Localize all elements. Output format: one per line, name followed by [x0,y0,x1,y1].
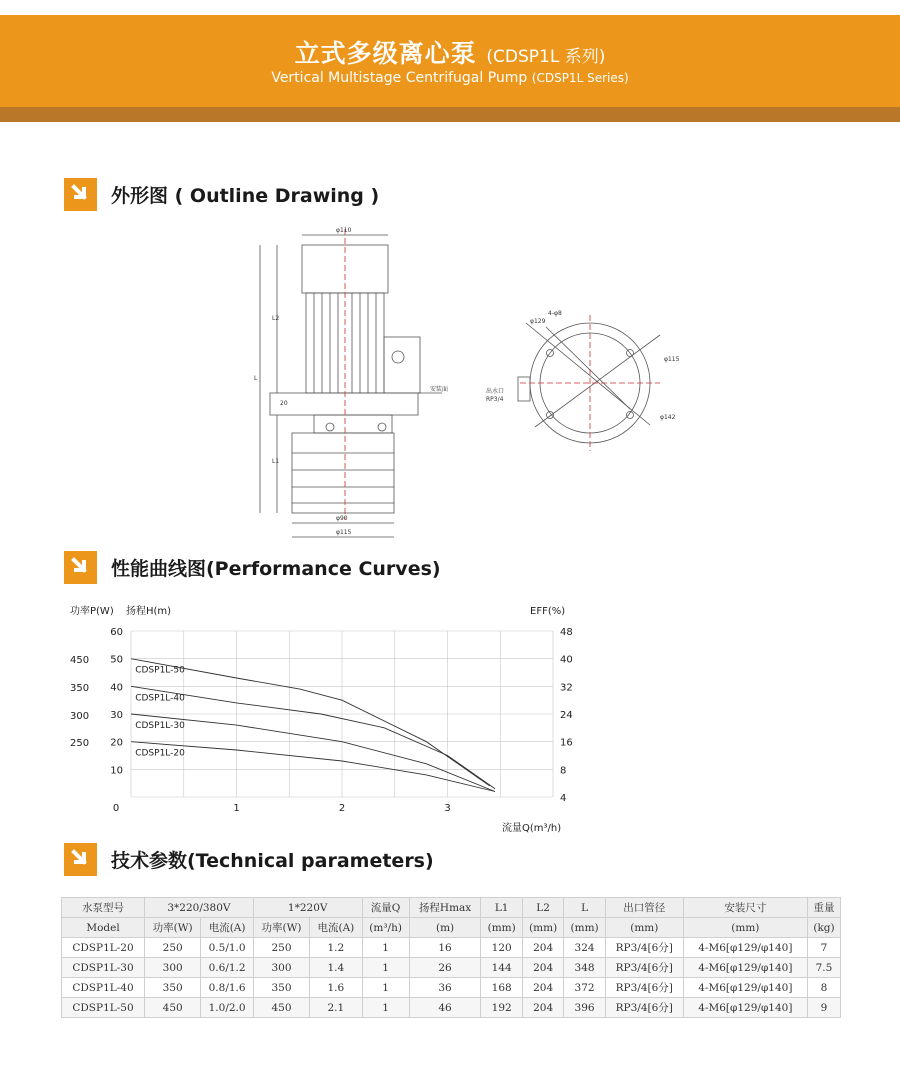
th-weight: 重量 [807,898,840,918]
table-cell: 204 [522,938,563,958]
table-cell: 16 [409,938,481,958]
head-tick-label: 10 [110,765,123,777]
eff-tick-label: 8 [560,765,567,777]
th-head: 扬程Hmax [409,898,481,918]
x-tick-label: 0 [112,803,120,814]
table-cell: 0.5/1.0 [201,938,254,958]
table-cell: 120 [481,938,522,958]
head-tick-label: 40 [110,682,123,694]
table-cell: 1.0/2.0 [201,998,254,1018]
dim-20: 20 [280,400,288,407]
table-cell: 8 [807,978,840,998]
series-line [131,742,495,792]
table-cell: 204 [522,998,563,1018]
table-cell: 1 [362,978,409,998]
subtitle-series: (CDSP1L Series) [531,71,629,85]
terminal-box [384,337,420,393]
table-cell: 7.5 [807,958,840,978]
page-subtitle [0,70,900,86]
page-title [0,34,900,70]
outlet-label: 出水口 [486,388,505,395]
th-mount: 安装尺寸 [683,898,807,918]
table-cell: 1 [362,938,409,958]
mount-flange [270,393,418,415]
table-cell: 7 [807,938,840,958]
series-label: CDSP1L-40 [135,693,185,704]
table-cell: 144 [481,958,522,978]
table-head-row-1 [62,898,841,918]
eff-tick-label: 16 [560,737,573,749]
arrow-down-right-icon [64,843,97,876]
th-model-cn: 水泵型号 [62,898,145,918]
th-l1: L1 [481,898,522,918]
table-cell: 1.2 [310,938,362,958]
mount-label: 安装面 [430,386,449,393]
table-cell: 450 [253,998,309,1018]
table-cell: 192 [481,998,522,1018]
table-cell: 4-M6[φ129/φ140] [683,938,807,958]
title-series: (CDSP1L 系列) [486,47,606,67]
th-weight-unit: (kg) [807,918,840,938]
th-mount-unit: (mm) [683,918,807,938]
th-l2-unit: (mm) [522,918,563,938]
table-cell: 350 [145,978,201,998]
th-model-en: Model [62,918,145,938]
th-head-unit: (m) [409,918,481,938]
table-cell: 250 [253,938,309,958]
table-cell: 4-M6[φ129/φ140] [683,978,807,998]
table-cell: 300 [145,958,201,978]
th-l: L [564,898,605,918]
top-margin [0,0,900,15]
dim-l2: L2 [272,315,280,322]
section-technical-heading [64,842,434,876]
table-cell: 372 [564,978,605,998]
dim-115: φ115 [664,356,680,363]
table-cell: 450 [145,998,201,1018]
table-cell: 0.6/1.2 [201,958,254,978]
section-performance-heading [64,550,441,584]
table-row [62,998,841,1018]
th-power-3p: 功率(W) [145,918,201,938]
table-cell: 396 [564,998,605,1018]
head-tick-label: 30 [110,710,123,721]
th-l2: L2 [522,898,563,918]
section-outline-title: 外形图 ( Outline Drawing ) [111,184,380,207]
dim-142: φ142 [660,414,676,421]
th-power-1p: 功率(W) [253,918,309,938]
th-outlet: 出口管径 [605,898,683,918]
table-row [62,978,841,998]
table-cell: 204 [522,958,563,978]
power-tick-label: 300 [70,711,90,722]
x-tick-label: 2 [338,803,346,814]
dim-129: φ129 [530,318,546,325]
table-cell: 348 [564,958,605,978]
table-cell: 4-M6[φ129/φ140] [683,998,807,1018]
subtitle-en: Vertical Multistage Centrifugal Pump [271,70,528,86]
outlet-spec: RP3/4 [486,396,504,403]
table-row [62,958,841,978]
dim-bottom: φ115 [336,529,352,536]
eff-tick-label: 48 [560,627,573,638]
table-cell: 250 [145,938,201,958]
power-tick-label: 250 [70,738,90,749]
table-cell: 4-M6[φ129/φ140] [683,958,807,978]
terminal-gland [392,351,404,363]
power-tick-label: 450 [70,655,90,666]
dim-l: L [254,375,258,382]
table-cell: CDSP1L-50 [62,998,145,1018]
table-cell: CDSP1L-30 [62,958,145,978]
table-cell: 1.4 [310,958,362,978]
th-current-1p: 电流(A) [310,918,362,938]
arrow-down-right-icon [64,551,97,584]
table-cell: 26 [409,958,481,978]
section-outline-heading [64,177,379,211]
eff-tick-label: 32 [560,682,573,694]
pump-body [292,433,394,513]
header-band [0,107,900,122]
table-cell: 300 [253,958,309,978]
head-tick-label: 60 [110,627,123,638]
table-cell: 1 [362,958,409,978]
table-cell: 204 [522,978,563,998]
table-cell: 1.6 [310,978,362,998]
section-technical-title: 技术参数(Technical parameters) [111,849,434,872]
series-label: CDSP1L-50 [135,665,185,676]
dim-top: φ110 [336,227,352,234]
table-cell: RP3/4[6分] [605,938,683,958]
right-eff-label: EFF(%) [530,606,566,617]
title-cn: 立式多级离心泵 [294,39,477,68]
performance-chart [60,600,580,840]
th-outlet-unit: (mm) [605,918,683,938]
th-flow: 流量Q [362,898,409,918]
eff-tick-label: 24 [560,710,573,721]
th-current-3p: 电流(A) [201,918,254,938]
series-label: CDSP1L-30 [135,721,185,731]
table-cell: CDSP1L-40 [62,978,145,998]
table-cell: RP3/4[6分] [605,958,683,978]
table-cell: RP3/4[6分] [605,978,683,998]
head-tick-label: 20 [110,737,123,749]
section-performance-title: 性能曲线图(Performance Curves) [111,557,441,580]
eff-tick-label: 4 [560,793,567,804]
table-cell: 36 [409,978,481,998]
table-cell: 1 [362,998,409,1018]
dim-holes: 4-φ8 [548,310,562,317]
table-cell: RP3/4[6分] [605,998,683,1018]
head-tick-label: 50 [110,654,123,666]
left-head-label: 扬程H(m) [126,606,172,617]
th-1phase: 1*220V [253,898,362,918]
x-tick-label: 1 [233,803,240,814]
arrow-down-right-icon [64,178,97,211]
table-cell: CDSP1L-20 [62,938,145,958]
x-tick-label: 3 [444,803,451,814]
eff-tick-label: 40 [560,654,573,666]
outline-drawing [230,215,700,545]
th-flow-unit: (m³/h) [362,918,409,938]
table-head-row-2 [62,918,841,938]
table-row [62,938,841,958]
th-3phase: 3*220/380V [145,898,254,918]
th-l1-unit: (mm) [481,918,522,938]
table-cell: 46 [409,998,481,1018]
table-cell: 350 [253,978,309,998]
table-cell: 2.1 [310,998,362,1018]
table-cell: 9 [807,998,840,1018]
table-cell: 0.8/1.6 [201,978,254,998]
series-label: CDSP1L-20 [135,748,185,759]
dim-90: φ90 [336,515,348,522]
table-cell: 324 [564,938,605,958]
x-axis-label: 流量Q(m³/h) [502,823,562,834]
left-power-label: 功率P(W) [70,606,114,617]
dim-l1: L1 [272,458,280,465]
technical-table [61,897,841,1018]
table-cell: 168 [481,978,522,998]
th-l-unit: (mm) [564,918,605,938]
power-tick-label: 350 [70,683,90,694]
